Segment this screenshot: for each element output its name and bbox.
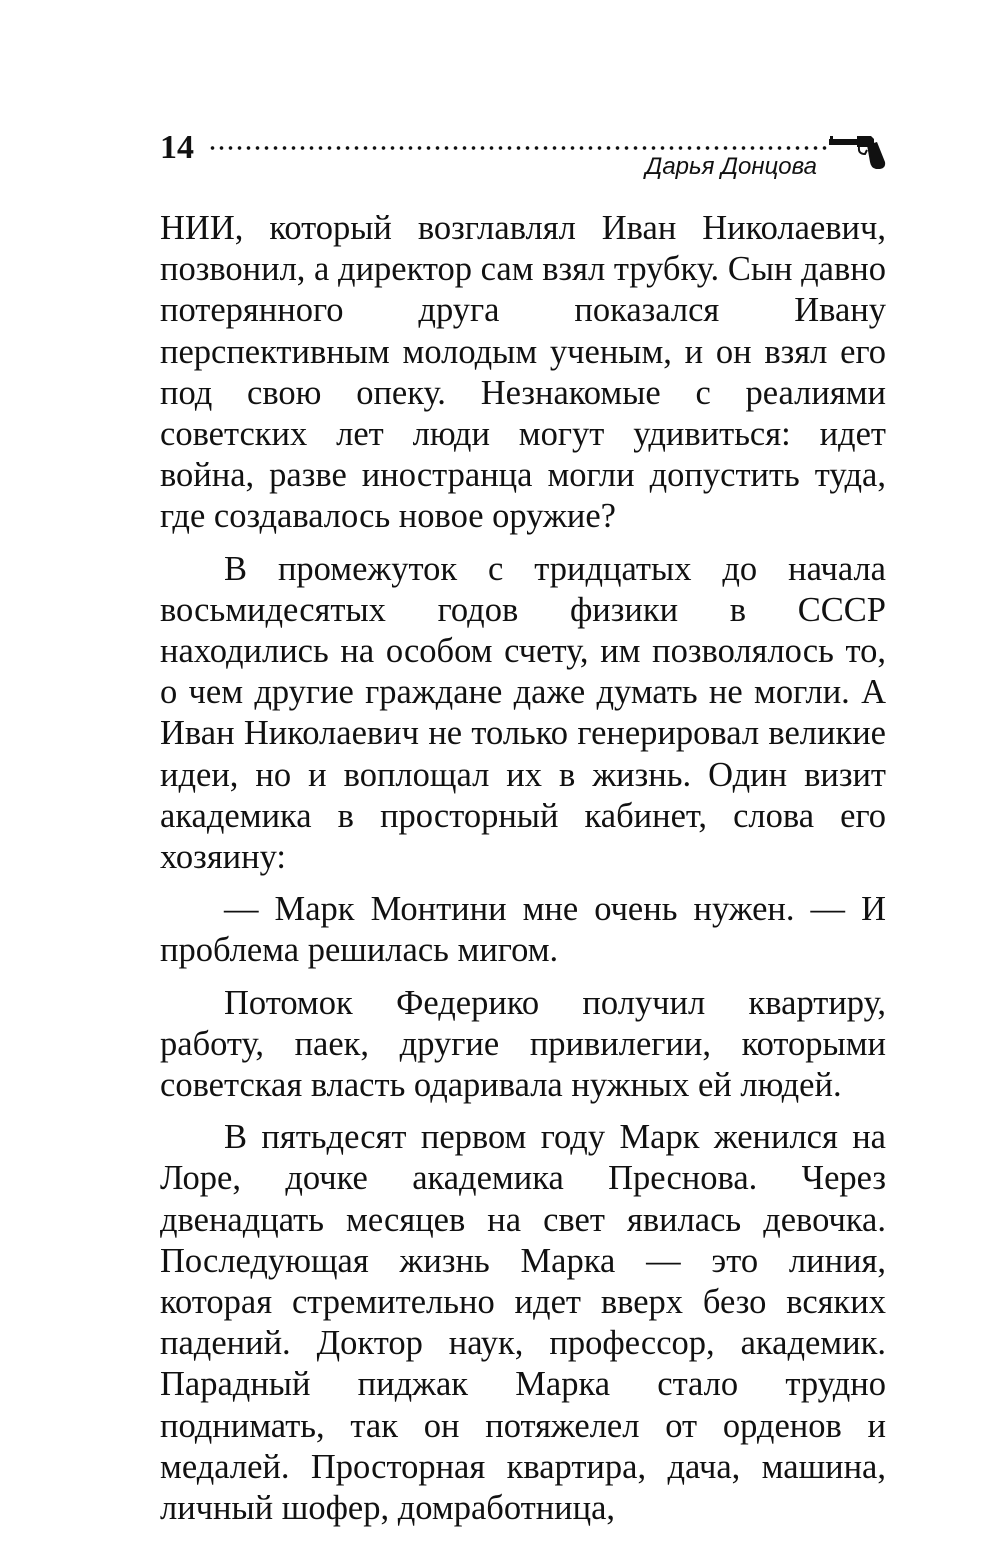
main-text [160, 208, 886, 1529]
paragraph-5: В пятьдесят первом году Марк женился на Лоре, дочке академика Преснова. Через двенадцать месяцев на свет явилась девочка. Последующая жизнь Марка — это линия, которая стремительно идет вверх безо всяких падений. Доктор наук, профессор, академик. Парадный пиджак Марка стало трудно поднимать, так он потяжелел от орденов и медалей. Просторная квартира, дача, машина, личный шофер, домработница, [160, 1118, 886, 1528]
paragraph-4: Потомок Федерико получил квартиру, работу, паек, другие привилегии, которыми советская власть одаривала нужных ей людей. [160, 983, 886, 1105]
page-number: 14 [160, 129, 194, 166]
paragraph-2: В промежуток с тридцатых до начала восьмидесятых годов физики в СССР находились на особом счету, им позволялось то, о чем другие граждане даже думать не могли. А Иван Николаевич не только генерировал великие идеи, но и воплощал их в жизнь. Один визит академика в просторный кабинет, слова его хозяину: [160, 549, 886, 877]
running-head-author: Дарья Донцова [645, 153, 817, 180]
revolver-icon [827, 130, 887, 174]
dot-leader-divider [208, 146, 830, 150]
paragraph-3-dialogue: — Марк Монтини мне очень нужен. — И проблема решилась мигом. [160, 890, 886, 970]
paragraph-1: НИИ, который возглавлял Иван Николаевич, позвонил, а директор сам взял трубку. Сын давно потерянного друга показался Ивану перспективным молодым ученым, и он взял его под свою опеку. Незнакомые с реалиями советских лет люди могут удивиться: идет война, разве иностранца могли допустить туда, где создавалось новое оружие? [160, 209, 886, 536]
